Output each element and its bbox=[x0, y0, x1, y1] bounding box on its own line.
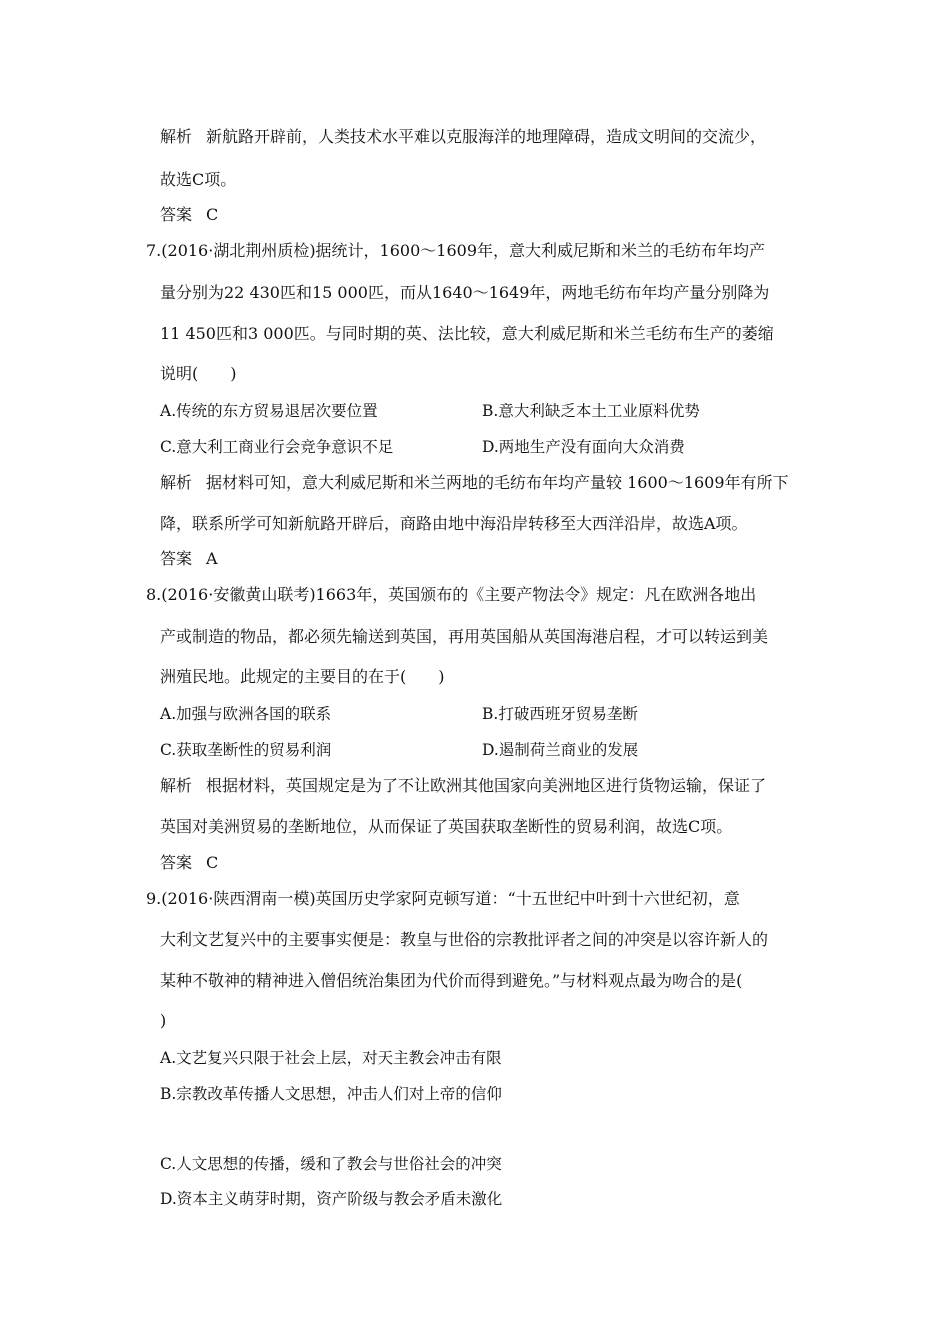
q9-option-a: A.文艺复兴只限于社会上层，对天主教会冲击有限 bbox=[160, 1049, 502, 1067]
q8-analysis-line-1 bbox=[160, 776, 766, 796]
q7-option-b: B.意大利缺乏本土工业原料优势 bbox=[482, 402, 700, 420]
q9-stem-line-2: 大利文艺复兴中的主要事实便是：教皇与世俗的宗教批评者之间的冲突是以容许新人的 bbox=[160, 930, 769, 949]
q7-analysis-line-2: 降，联系所学可知新航路开辟后，商路由地中海沿岸转移至大西洋沿岸，故选A项。 bbox=[160, 514, 748, 533]
q6-answer-label: 答案 bbox=[160, 205, 193, 224]
q7-answer-value: A bbox=[206, 549, 218, 568]
q9-stem-line-1: 9.(2016·陕西渭南一模)英国历史学家阿克顿写道：“十五世纪中叶到十六世纪初，意 bbox=[146, 889, 740, 908]
q7-answer bbox=[160, 549, 218, 569]
q7-analysis-label: 解析 bbox=[160, 473, 193, 492]
q8-stem-line-3: 洲殖民地。此规定的主要目的在于( ) bbox=[160, 667, 445, 686]
q9-option-c: C.人文思想的传播，缓和了教会与世俗社会的冲突 bbox=[160, 1155, 502, 1173]
q8-option-d: D.遏制荷兰商业的发展 bbox=[482, 741, 639, 759]
q8-stem-line-1: 8.(2016·安徽黄山联考)1663年，英国颁布的《主要产物法令》规定：凡在欧洲各地出 bbox=[146, 585, 757, 604]
q7-option-c: C.意大利工商业行会竞争意识不足 bbox=[160, 438, 394, 456]
q8-analysis-text-1: 根据材料，英国规定是为了不让欧洲其他国家向美洲地区进行货物运输，保证了 bbox=[206, 776, 767, 795]
q6-analysis-line-1 bbox=[160, 127, 766, 147]
q9-option-d: D.资本主义萌芽时期，资产阶级与教会矛盾未激化 bbox=[160, 1190, 503, 1208]
q6-answer bbox=[160, 205, 218, 225]
q6-answer-value: C bbox=[206, 205, 219, 224]
q7-stem-line-2: 量分别为22 430匹和15 000匹，而从1640～1649年，两地毛纺布年均产量分别降为 bbox=[160, 283, 770, 302]
q7-option-d: D.两地生产没有面向大众消费 bbox=[482, 438, 685, 456]
q8-analysis-label: 解析 bbox=[160, 776, 193, 795]
q9-stem-line-3: 某种不敬神的精神进入僧侣统治集团为代价而得到避免。”与材料观点最为吻合的是( bbox=[160, 971, 743, 990]
q8-option-b: B.打破西班牙贸易垄断 bbox=[482, 705, 638, 723]
q8-option-a: A.加强与欧洲各国的联系 bbox=[160, 705, 332, 723]
q8-answer-value: C bbox=[206, 853, 219, 872]
q6-analysis-label: 解析 bbox=[160, 127, 193, 146]
q7-stem-line-3: 11 450匹和3 000匹。与同时期的英、法比较，意大利威尼斯和米兰毛纺布生产的萎缩 bbox=[160, 324, 774, 343]
q7-option-a: A.传统的东方贸易退居次要位置 bbox=[160, 402, 378, 420]
q9-option-b: B.宗教改革传播人文思想，冲击人们对上帝的信仰 bbox=[160, 1085, 502, 1103]
q7-stem-line-4: 说明( ) bbox=[160, 364, 237, 383]
q6-analysis-line-2: 故选C项。 bbox=[160, 170, 237, 189]
q7-answer-label: 答案 bbox=[160, 549, 193, 568]
q7-analysis-line-1 bbox=[160, 473, 789, 493]
q9-stem-line-4: ) bbox=[160, 1011, 167, 1030]
q6-analysis-text-1: 新航路开辟前，人类技术水平难以克服海洋的地理障碍，造成文明间的交流少， bbox=[206, 127, 767, 146]
q8-answer-label: 答案 bbox=[160, 853, 193, 872]
q8-answer bbox=[160, 853, 218, 873]
q8-stem-line-2: 产或制造的物品，都必须先输送到英国，再用英国船从英国海港启程，才可以转运到美 bbox=[160, 627, 769, 646]
q7-analysis-text-1: 据材料可知，意大利威尼斯和米兰两地的毛纺布年均产量较 1600～1609年有所下 bbox=[206, 473, 789, 492]
q8-analysis-line-2: 英国对美洲贸易的垄断地位，从而保证了英国获取垄断性的贸易利润，故选C项。 bbox=[160, 817, 733, 836]
q8-option-c: C.获取垄断性的贸易利润 bbox=[160, 741, 332, 759]
q7-stem-line-1: 7.(2016·湖北荆州质检)据统计，1600～1609年，意大利威尼斯和米兰的毛纺布年均产 bbox=[146, 241, 765, 260]
